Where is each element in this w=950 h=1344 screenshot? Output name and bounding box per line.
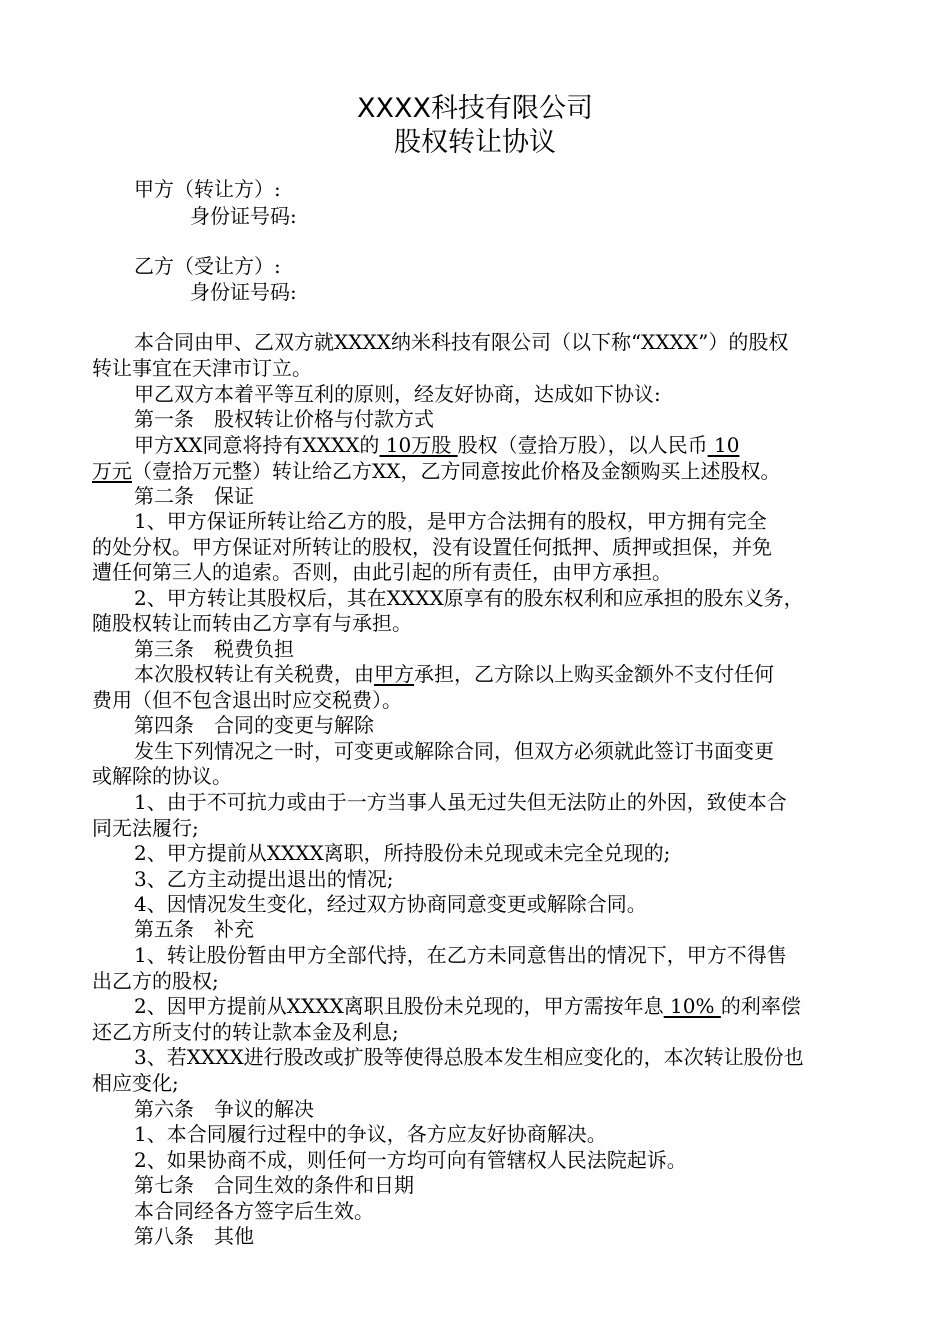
tax-payer-blank: 甲方 (374, 662, 414, 686)
article-2-line-2: 的处分权。甲方保证对所转让的股权，没有设置任何抵押、质押或担保，并免 (92, 535, 772, 559)
article-7-heading: 第七条 合同生效的条件和日期 (134, 1173, 414, 1197)
article-6-line-1: 1、本合同履行过程中的争议，各方应友好协商解决。 (134, 1122, 607, 1146)
article-5-text-a: 2、因甲方提前从XXXX离职且股份未兑现的，甲方需按年息 (134, 994, 664, 1018)
article-5-line-4: 还乙方所支付的转让款本金及利息; (92, 1020, 399, 1044)
article-2-line-5: 随股权转让而转由乙方享有与承担。 (92, 611, 412, 635)
article-4-line-2: 或解除的协议。 (92, 764, 232, 788)
party-b-label: 乙方（受让方）: (134, 254, 281, 278)
article-6-line-2: 2、如果协商不成，则任何一方均可向有管辖权人民法院起诉。 (134, 1148, 687, 1172)
document-subtitle: 股权转让协议 (394, 127, 556, 158)
party-a-id-label: 身份证号码: (190, 204, 297, 228)
article-1-heading: 第一条 股权转让价格与付款方式 (134, 407, 434, 431)
article-5-line-2: 出乙方的股权; (92, 969, 219, 993)
article-1-text-a: 甲方XX同意将持有XXXX的 (134, 433, 380, 457)
article-7-line-1: 本合同经各方签字后生效。 (134, 1199, 374, 1223)
article-4-line-1: 发生下列情况之一时，可变更或解除合同，但双方必须就此签订书面变更 (134, 739, 774, 763)
article-1-line-1 (134, 432, 739, 458)
article-1-text-c: 股权（壹拾万股），以人民币 (457, 433, 708, 457)
article-5-line-5: 3、若XXXX进行股改或扩股等使得总股本发生相应变化的，本次转让股份也 (134, 1045, 804, 1069)
article-3-line-2: 费用（但不包含退出时应交税费）。 (92, 688, 402, 712)
article-5-line-3 (134, 993, 801, 1019)
document-title: XXXX科技有限公司 (357, 93, 593, 124)
article-2-line-3: 遭任何第三人的追索。否则，由此引起的所有责任，由甲方承担。 (92, 560, 672, 584)
article-5-line-1: 1、转让股份暂由甲方全部代持，在乙方未同意售出的情况下，甲方不得售 (134, 943, 787, 967)
article-4-line-6: 3、乙方主动提出退出的情况; (134, 867, 394, 891)
price-blank-part-2: 万元 (92, 459, 132, 483)
article-2-heading: 第二条 保证 (134, 484, 254, 508)
article-3-text-a: 本次股权转让有关税费，由 (134, 662, 374, 686)
article-3-heading: 第三条 税费负担 (134, 637, 294, 661)
price-blank-part-1: 10 (707, 433, 740, 457)
intro-line-2: 转让事宜在天津市订立。 (92, 356, 312, 380)
article-5-heading: 第五条 补充 (134, 917, 254, 941)
article-2-line-4: 2、甲方转让其股权后，其在XXXX原享有的股东权利和应承担的股东义务， (134, 586, 804, 610)
article-5-line-6: 相应变化; (92, 1071, 179, 1095)
article-4-heading: 第四条 合同的变更与解除 (134, 713, 374, 737)
article-4-line-3: 1、由于不可抗力或由于一方当事人虽无过失但无法防止的外因，致使本合 (134, 790, 787, 814)
share-count-blank: 10万股 (379, 433, 458, 457)
article-6-heading: 第六条 争议的解决 (134, 1097, 314, 1121)
intro-line-1: 本合同由甲、乙双方就XXXX纳米科技有限公司（以下称“XXXX”）的股权 (134, 330, 789, 354)
article-3-text-c: 承担，乙方除以上购买金额外不支付任何 (414, 662, 774, 686)
article-1-line-2 (92, 458, 780, 484)
article-3-line-1 (134, 661, 774, 687)
article-4-line-7: 4、因情况发生变化，经过双方协商同意变更或解除合同。 (134, 892, 647, 916)
party-b-id-label: 身份证号码: (190, 280, 297, 304)
interest-rate-blank: 10% (663, 994, 721, 1018)
article-4-line-4: 同无法履行; (92, 816, 199, 840)
intro-line-3: 甲乙双方本着平等互利的原则，经友好协商，达成如下协议: (134, 382, 661, 406)
article-5-text-c: 的利率偿 (720, 994, 801, 1018)
article-1-text-e: （壹拾万元整）转让给乙方XX，乙方同意按此价格及金额购买上述股权。 (132, 459, 781, 483)
article-2-line-1: 1、甲方保证所转让给乙方的股，是甲方合法拥有的股权，甲方拥有完全 (134, 509, 767, 533)
article-8-heading: 第八条 其他 (134, 1224, 254, 1248)
party-a-label: 甲方（转让方）: (134, 177, 281, 201)
article-4-line-5: 2、甲方提前从XXXX离职，所持股份未兑现或未完全兑现的; (134, 841, 671, 865)
